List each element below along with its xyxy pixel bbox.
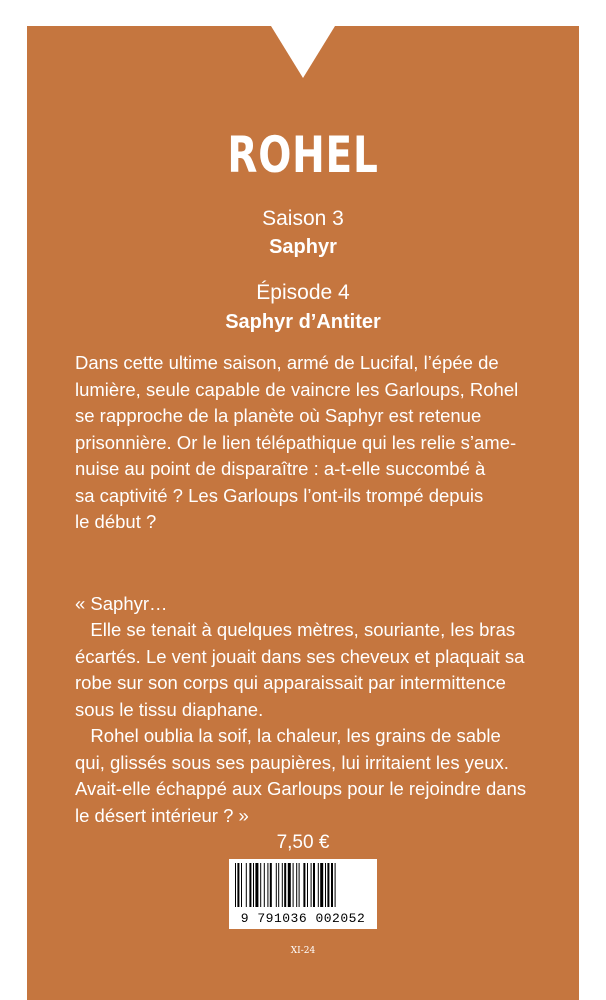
isbn-barcode [229, 859, 377, 929]
blurb-line: nuise au point de disparaître : a-t-elle succombé à [75, 458, 486, 479]
catalog-code: XI-24 [290, 946, 316, 956]
barcode-bar [293, 863, 294, 907]
barcode-bar [299, 863, 300, 907]
blurb-line: Dans cette ultime saison, armé de Lucifal, l’épée de [75, 352, 499, 373]
barcode-bar [303, 863, 305, 907]
excerpt-line: Avait-elle échappé aux Garloups pour le rejoindre dans [75, 778, 527, 799]
barcode-bar [260, 863, 261, 907]
barcode-bar [267, 863, 268, 907]
barcode-bar [311, 863, 312, 907]
barcode-bar [278, 863, 279, 907]
price-label: 7,50 € [276, 832, 330, 853]
blurb-paragraph [75, 350, 537, 536]
barcode-bar [237, 863, 239, 907]
blurb-line: lumière, seule capable de vaincre les Garloups, Rohel [75, 378, 519, 400]
season-name: Saphyr [269, 236, 337, 258]
blurb-line: sa captivité ? Les Garloups l’ont-ils trompé depuis [75, 484, 484, 506]
barcode-bar [313, 863, 315, 907]
barcode-bar [331, 863, 333, 907]
barcode-bar [253, 863, 254, 907]
barcode-bar [327, 863, 329, 907]
excerpt-line: le désert intérieur ? » [75, 804, 249, 826]
excerpt-line: « Saphyr… [75, 592, 168, 614]
blurb-line: le début ? [75, 511, 157, 532]
barcode-bar [246, 863, 247, 907]
episode-name: Saphyr d’Antiter [225, 311, 381, 333]
excerpt-line: robe sur son corps qui apparaissait par intermittence [75, 672, 506, 693]
barcode-bar [241, 863, 242, 907]
barcode-bar [255, 863, 258, 907]
barcode-bar [320, 863, 323, 907]
barcode-bar [276, 863, 277, 907]
excerpt-line: écartés. Le vent jouait dans ses cheveux et plaquait sa [75, 645, 525, 667]
excerpt-line: Rohel oublia la soif, la chaleur, les grains de sable [75, 725, 501, 746]
excerpt-paragraph [75, 564, 537, 829]
barcode-bar [284, 863, 286, 907]
season-label: Saison 3 [262, 207, 344, 230]
blurb-line: prisonnière. Or le lien télépathique qui les relie s’ame- [75, 431, 517, 453]
barcode-bar [235, 863, 236, 907]
barcode-bar [288, 863, 291, 907]
book-title: ROHEL [227, 126, 379, 184]
barcode-bar [270, 863, 272, 907]
blurb-line: se rapproche de la planète où Saphyr est retenue [75, 405, 482, 426]
barcode-bar [307, 863, 308, 907]
barcode-bar [249, 863, 251, 907]
barcode-bar [264, 863, 265, 907]
episode-label: Épisode 4 [256, 281, 350, 304]
isbn-number: 9 791036 002052 [240, 911, 366, 926]
barcode-bar [318, 863, 319, 907]
barcode-bars [235, 863, 371, 907]
excerpt-line: Elle se tenait à quelques mètres, souriante, les bras [75, 619, 516, 640]
cover-notch [271, 26, 335, 78]
barcode-bar [282, 863, 283, 907]
barcode-bar [296, 863, 297, 907]
barcode-bar [325, 863, 326, 907]
book-back-cover [27, 26, 579, 1000]
excerpt-line: sous le tissu diaphane. [75, 698, 264, 720]
barcode-bar [335, 863, 336, 907]
excerpt-line: qui, glissés sous ses paupières, lui irritaient les yeux. [75, 751, 509, 773]
